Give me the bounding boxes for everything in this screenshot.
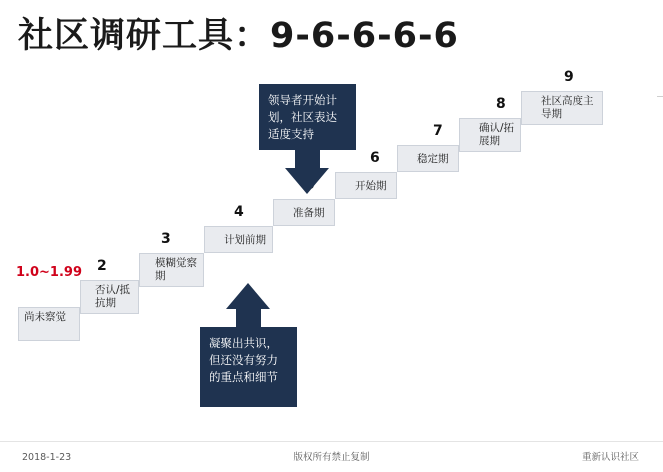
callout-bottom-text: 凝聚出共识，但还没有努力的重点和细节 — [209, 336, 278, 384]
step-4-label: 计划前期 — [224, 234, 266, 246]
step-3-label: 模糊觉察期 — [155, 257, 197, 282]
callout-top[interactable] — [259, 84, 356, 150]
callout-bottom-arrow-head — [226, 283, 270, 309]
step-2-number: 2 — [97, 258, 107, 274]
range-label: 1.0~1.99 — [16, 265, 82, 280]
callout-bottom[interactable] — [200, 327, 297, 407]
step-8-label: 确认/拓展期 — [479, 122, 515, 147]
step-2-tread-label — [80, 280, 139, 314]
step-9-number: 9 — [564, 69, 574, 85]
step-6-label: 开始期 — [355, 180, 387, 192]
step-3-number: 3 — [161, 231, 171, 247]
footer-divider — [0, 441, 663, 442]
step-8-number: 8 — [496, 96, 506, 112]
step-7-number: 7 — [433, 123, 443, 139]
step-4-number: 4 — [234, 204, 244, 220]
footer-date: 2018-1-23 — [22, 452, 72, 463]
step-5-number: 5 — [305, 177, 315, 193]
step-8-tread — [459, 118, 521, 152]
callout-bottom-arrow-stem — [236, 309, 261, 327]
callout-top-arrow-head — [285, 168, 329, 194]
step-5-tread — [273, 199, 335, 226]
footer-source: 重新认识社区 — [581, 452, 639, 463]
step-2-label: 否认/抵抗期 — [95, 284, 131, 309]
step-7-tread — [397, 145, 459, 172]
callout-top-arrow-stem — [295, 150, 320, 168]
callout-top-text: 领导者开始计划，社区表达适度支持 — [268, 93, 337, 141]
footer-copyright: 版权所有禁止复制 — [293, 452, 370, 463]
step-9-tread — [521, 91, 603, 125]
step-1-label: 尚未察觉 — [24, 311, 66, 323]
step-6-tread — [335, 172, 397, 199]
step-5-label: 准备期 — [293, 207, 325, 219]
step-1-tread — [18, 307, 80, 341]
decorative-tick — [657, 96, 663, 97]
step-3-tread — [139, 253, 204, 287]
step-7-label: 稳定期 — [417, 153, 449, 165]
step-4-tread — [204, 226, 273, 253]
step-9-label: 社区高度主导期 — [541, 95, 594, 120]
page-title: 社区调研工具：9-6-6-6-6 — [18, 16, 459, 56]
step-6-number: 6 — [370, 150, 380, 166]
